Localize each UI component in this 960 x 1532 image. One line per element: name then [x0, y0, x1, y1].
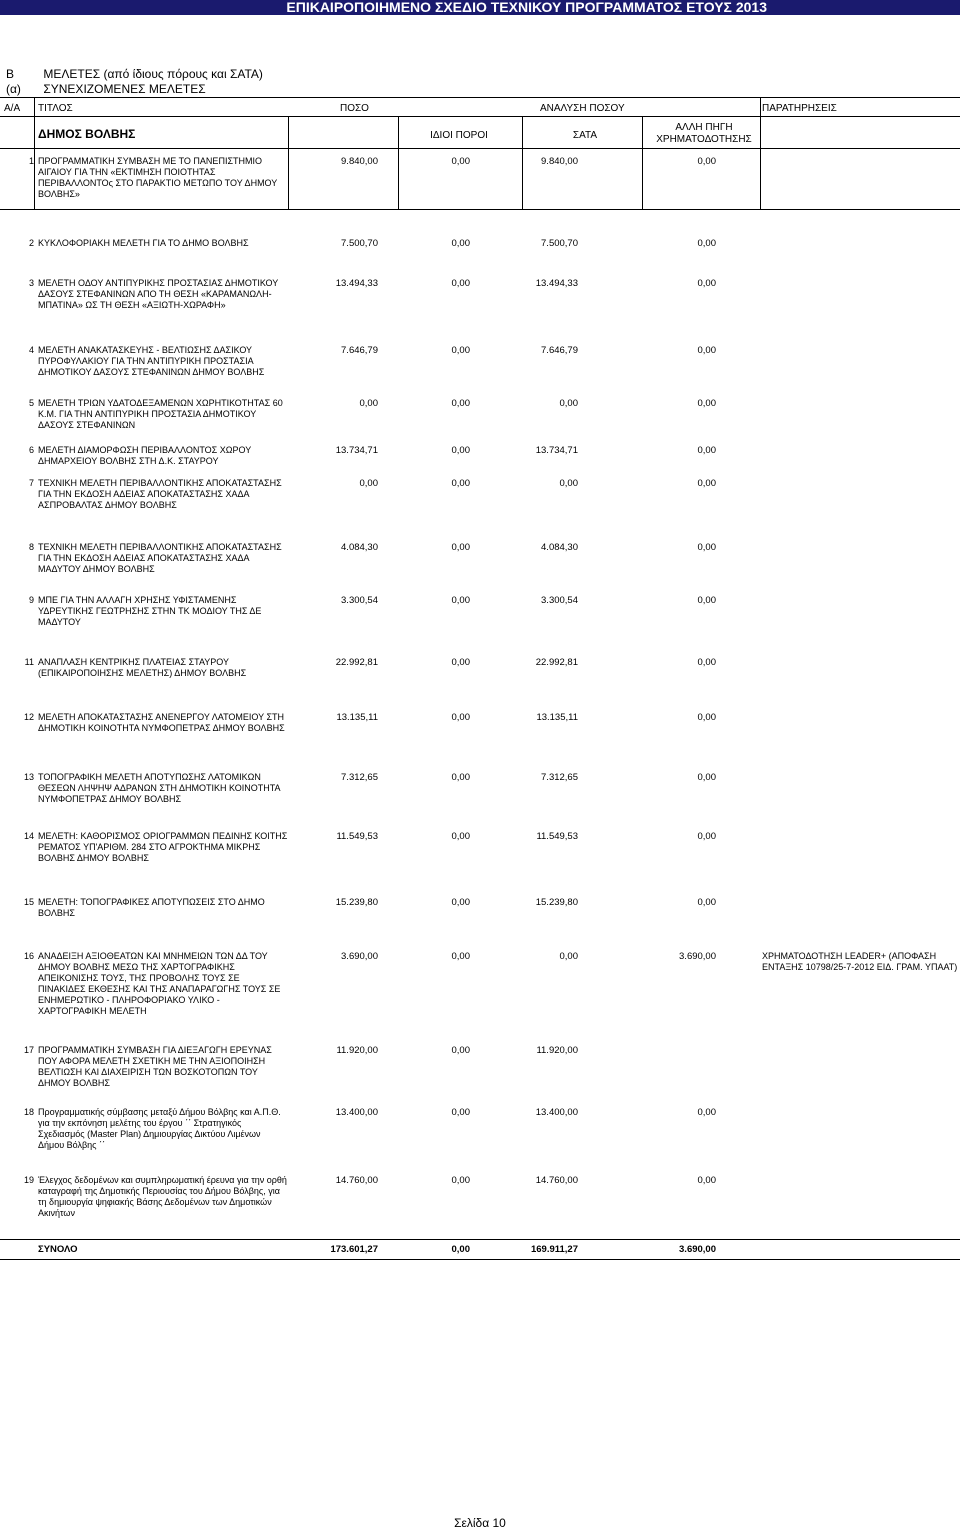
own-resources-value: 0,00: [451, 656, 470, 668]
row-number: 18: [23, 1106, 34, 1117]
project-title: ΤΕΧΝΙΚΗ ΜΕΛΕΤΗ ΠΕΡΙΒΑΛΛΟΝΤΙΚΗΣ ΑΠΟΚΑΤΑΣΤΑΣΗΣ ΓΙΑ ΤΗΝ ΕΚΔΟΣΗ ΑΔΕΙΑΣ ΑΠΟΚΑΤΑΣΤΑΣΗΣ ΧΑΔΑ ΜΑΔΥΤΟΥ ΔΗΜΟΥ ΒΟΛΒΗΣ: [38, 542, 282, 574]
subsection-code: (α): [6, 82, 21, 96]
own-resources-value: 0,00: [451, 1044, 470, 1056]
project-title: ΠΡΟΓΡΑΜΜΑΤΙΚΗ ΣΥΜΒΑΣΗ ΓΙΑ ΔΙΕΞΑΓΩΓΗ ΕΡΕΥΝΑΣ ΠΟΥ ΑΦΟΡΑ ΜΕΛΕΤΗ ΣΧΕΤΙΚΗ ΜΕ ΤΗΝ ΑΞΙΟΠΟΙΗΣΗ ΒΕΛΤΙΩΣΗ ΚΑΙ ΔΙΑΧΕΙΡΙΣΗ ΤΩΝ ΒΟΣΚΟΤΟΠΩΝ ΤΟΥ ΔΗΜΟΥ ΒΟΛΒΗΣ: [38, 1045, 272, 1088]
subsection-label: ΣΥΝΕΧΙΖΟΜΕΝΕΣ ΜΕΛΕΤΕΣ: [43, 82, 206, 96]
own-resources-value: 0,00: [451, 711, 470, 723]
project-title: ΜΕΛΕΤΗ ΤΡΙΩΝ ΥΔΑΤΟΔΕΞΑΜΕΝΩΝ ΧΩΡΗΤΙΚΟΤΗΤΑΣ 60 Κ.Μ. ΓΙΑ ΤΗΝ ΑΝΤΙΠΥΡΙΚΗ ΠΡΟΣΤΑΣΙΑ ΔΗΜΟΤΙΚΟΥ ΔΑΣΟΥΣ ΣΤΕΦΑΝΙΝΩΝ: [38, 398, 283, 430]
project-title: ΜΕΛΕΤΗ: ΚΑΘΟΡΙΣΜΟΣ ΟΡΙΟΓΡΑΜΜΩΝ ΠΕΔΙΝΗΣ ΚΟΙΤΗΣ ΡΕΜΑΤΟΣ ΥΠ'ΑΡΙΘΜ. 284 ΣΤΟ ΑΓΡΟΚΤΗΜΑ ΜΙΚΡΗΣ ΒΟΛΒΗΣ ΔΗΜΟΥ ΒΟΛΒΗΣ: [38, 831, 288, 863]
other-funding-value: 0,00: [697, 477, 716, 489]
amount-value: 22.992,81: [335, 656, 378, 668]
project-title: ΜΠΕ ΓΙΑ ΤΗΝ ΑΛΛΑΓΗ ΧΡΗΣΗΣ ΥΦΙΣΤΑΜΕΝΗΣ ΥΔΡΕΥΤΙΚΗΣ ΓΕΩΤΡΗΣΗΣ ΣΤΗΝ ΤΚ ΜΟΔΙΟΥ ΤΗΣ ΔΕ ΜΑΔΥΤΟΥ: [38, 595, 262, 627]
own-resources-value: 0,00: [451, 771, 470, 783]
row-number: 13: [23, 771, 34, 782]
amount-value: 11.549,53: [336, 830, 378, 842]
row-number: 8: [28, 541, 34, 552]
row-number: 1: [28, 155, 34, 166]
own-resources-value: 0,00: [451, 830, 470, 842]
other-funding-value: 0,00: [697, 155, 716, 167]
row-number: 2: [28, 237, 34, 248]
remarks-note: ΧΡΗΜΑΤΟΔΟΤΗΣΗ LEADER+ (ΑΠΟΦΑΣΗ ΕΝΤΑΞΗΣ 10798/25-7-2012 ΕΙΔ. ΓΡΑΜ. ΥΠΑΑΤ): [762, 951, 958, 972]
sata-value: 4.084,30: [541, 541, 578, 553]
total-row: [0, 1244, 960, 1258]
other-funding-value: 0,00: [697, 830, 716, 842]
sata-value: 11.920,00: [536, 1044, 578, 1056]
row-number: 9: [28, 594, 34, 605]
sata-value: 0,00: [559, 397, 578, 409]
sata-value: 14.760,00: [535, 1174, 578, 1186]
row-number: 15: [23, 896, 34, 907]
total-label: ΣΥΝΟΛΟ: [38, 1244, 78, 1255]
amount-value: 0,00: [359, 477, 378, 489]
total-other: 3.690,00: [679, 1244, 716, 1255]
sata-value: 13.135,11: [536, 711, 578, 723]
project-title: ΜΕΛΕΤΗ: ΤΟΠΟΓΡΑΦΙΚΕΣ ΑΠΟΤΥΠΩΣΕΙΣ ΣΤΟ ΔΗΜΟ ΒΟΛΒΗΣ: [38, 897, 265, 918]
sata-value: 13.400,00: [535, 1106, 578, 1118]
project-title: ΜΕΛΕΤΗ ΑΠΟΚΑΤΑΣΤΑΣΗΣ ΑΝΕΝΕΡΓΟΥ ΛΑΤΟΜΕΙΟΥ ΣΤΗ ΔΗΜΟΤΙΚΗ ΚΟΙΝΟΤΗΤΑ ΝΥΜΦΟΠΕΤΡΑΣ ΔΗΜΟΥ ΒΟΛΒΗΣ: [38, 712, 285, 733]
table-top-border: [0, 97, 960, 98]
row-number: 4: [28, 344, 34, 355]
col-header-remarks: ΠΑΡΑΤΗΡΗΣΕΙΣ: [762, 103, 837, 114]
project-title: ΑΝΑΔΕΙΞΗ ΑΞΙΟΘΕΑΤΩΝ ΚΑΙ ΜΝΗΜΕΙΩΝ ΤΩΝ ΔΔ ΤΟΥ ΔΗΜΟΥ ΒΟΛΒΗΣ ΜΕΣΩ ΤΗΣ ΧΑΡΤΟΓΡΑΦΙΚΗΣ ΑΠΕΙΚΟΝΙΣΗΣ ΤΟΥΣ, ΤΗΣ ΠΡΟΒΟΛΗΣ ΤΟΥΣ ΣΕ ΠΙΝΑΚΙΔΕΣ ΕΚΘΕΣΗΣ ΚΑΙ ΤΗΣ ΑΝΑΠΑΡΑΓΩΓΗΣ ΤΟΥΣ ΣΕ ΕΝΗΜΕΡΩΤΙΚΟ - ΠΛΗΡΟΦΟΡΙΑΚΟ ΥΛΙΚΟ - ΧΑΡΤΟΓΡΑΦΙΚΗ ΜΕΛΕΤΗ: [38, 951, 281, 1016]
row-number: 17: [23, 1044, 34, 1055]
total-amount: 173.601,27: [330, 1244, 378, 1255]
other-funding-value: 0,00: [697, 344, 716, 356]
sata-value: 22.992,81: [535, 656, 578, 668]
row-number: 6: [28, 444, 34, 455]
other-funding-value: 0,00: [697, 656, 716, 668]
row-number: 16: [23, 950, 34, 961]
row-number: 19: [23, 1174, 34, 1185]
sata-value: 0,00: [559, 477, 578, 489]
own-resources-value: 0,00: [451, 1174, 470, 1186]
project-title: Έλεγχος δεδομένων και συμπληρωματική έρευνα για την ορθή καταγραφή της Δημοτικής Περιουσίας του Δήμου Βόλβης, για τη δημιουργία ψηφιακής Βάσης Δεδομένων των Δημοτικών Ακινήτων: [38, 1175, 287, 1218]
own-resources-value: 0,00: [451, 896, 470, 908]
sata-value: 7.646,79: [541, 344, 578, 356]
sata-value: 7.500,70: [541, 237, 578, 249]
own-resources-value: 0,00: [451, 1106, 470, 1118]
other-funding-value: 0,00: [697, 594, 716, 606]
amount-value: 13.734,71: [335, 444, 378, 456]
document-title: ΕΠΙΚΑΙΡΟΠΟΙΗΜΕΝΟ ΣΧΕΔΙΟ ΤΕΧΝΙΚΟΥ ΠΡΟΓΡΑΜΜΑΤΟΣ ΕΤΟΥΣ 2013: [0, 0, 960, 15]
own-resources-value: 0,00: [451, 477, 470, 489]
section-code: Β: [6, 67, 15, 81]
sata-value: 15.239,80: [535, 896, 578, 908]
amount-value: 11.920,00: [336, 1044, 378, 1056]
other-funding-value: 0,00: [697, 277, 716, 289]
col-rule: [34, 97, 35, 209]
col-header-aa: Α/Α: [4, 103, 21, 114]
sata-value: 3.300,54: [541, 594, 578, 606]
own-resources-value: 0,00: [451, 594, 470, 606]
other-funding-value: 0,00: [697, 397, 716, 409]
own-resources-value: 0,00: [451, 237, 470, 249]
project-title: ΤΟΠΟΓΡΑΦΙΚΗ ΜΕΛΕΤΗ ΑΠΟΤΥΠΩΣΗΣ ΛΑΤΟΜΙΚΩΝ ΘΕΣΕΩΝ ΛΗΨΗΨ ΑΔΡΑΝΩΝ ΣΤΗ ΔΗΜΟΤΙΚΗ ΚΟΙΝΟΤΗΤΑ ΝΥΜΦΟΠΕΤΡΑΣ ΔΗΜΟΥ ΒΟΛΒΗΣ: [38, 772, 281, 804]
sata-value: 7.312,65: [541, 771, 578, 783]
col-header-analysis: ΑΝΑΛΥΣΗ ΠΟΣΟΥ: [540, 103, 625, 114]
col-header-amount: ΠΟΣΟ: [340, 103, 369, 114]
amount-value: 15.239,80: [335, 896, 378, 908]
total-sata: 169.911,27: [530, 1244, 578, 1255]
section-heading: [6, 67, 263, 81]
project-title: Προγραμματικής σύμβασης μεταξύ Δήμου Βόλβης και Α.Π.Θ. για την εκπόνηση μελέτης του έργου ΄΄ Στρατηγικός Σχεδιασμός (Master Plan) Δημιουργίας Δικτύου Λιμένων Δήμου Βόλβης ΄΄: [38, 1107, 281, 1150]
other-funding-value: 0,00: [697, 1106, 716, 1118]
project-title: ΜΕΛΕΤΗ ΟΔΟΥ ΑΝΤΙΠΥΡΙΚΗΣ ΠΡΟΣΤΑΣΙΑΣ ΔΗΜΟΤΙΚΟΥ ΔΑΣΟΥΣ ΣΤΕΦΑΝΙΝΩΝ ΑΠΟ ΤΗ ΘΕΣΗ «ΚΑΡΑΜΑΝΩΛΗ-ΜΠΑΤΙΝΑ» ΩΣ ΤΗ ΘΕΣΗ «ΑΞΙΩΤΗ-ΧΩΡΑΦΗ»: [38, 278, 279, 310]
amount-value: 13.400,00: [335, 1106, 378, 1118]
own-resources-value: 0,00: [451, 155, 470, 167]
amount-value: 3.300,54: [341, 594, 378, 606]
col-rule: [760, 97, 761, 209]
own-resources-value: 0,00: [451, 397, 470, 409]
other-funding-value: 0,00: [697, 541, 716, 553]
amount-value: 0,00: [359, 397, 378, 409]
row-number: 11: [24, 656, 34, 667]
sata-value: 11.549,53: [536, 830, 578, 842]
project-title: ΜΕΛΕΤΗ ΔΙΑΜΟΡΦΩΣΗ ΠΕΡΙΒΑΛΛΟΝΤΟΣ ΧΩΡΟΥ ΔΗΜΑΡΧΕΙΟΥ ΒΟΛΒΗΣ ΣΤΗ Δ.Κ. ΣΤΑΥΡΟΥ: [38, 445, 252, 466]
other-funding-value: 0,00: [697, 771, 716, 783]
row-number: 3: [28, 277, 34, 288]
amount-value: 4.084,30: [341, 541, 378, 553]
own-resources-value: 0,00: [451, 950, 470, 962]
row-number: 12: [23, 711, 34, 722]
amount-value: 14.760,00: [335, 1174, 378, 1186]
own-resources-value: 0,00: [451, 541, 470, 553]
amount-value: 13.494,33: [335, 277, 378, 289]
other-funding-value: 0,00: [697, 711, 716, 723]
sata-value: 13.734,71: [535, 444, 578, 456]
amount-value: 3.690,00: [341, 950, 378, 962]
project-title: ΜΕΛΕΤΗ ΑΝΑΚΑΤΑΣΚΕΥΗΣ - ΒΕΛΤΙΩΣΗΣ ΔΑΣΙΚΟΥ ΠΥΡΟΦΥΛΑΚΙΟΥ ΓΙΑ ΤΗΝ ΑΝΤΙΠΥΡΙΚΗ ΠΡΟΣΤΑΣΙΑ ΔΗΜΟΤΙΚΟΥ ΔΑΣΟΥΣ ΣΤΕΦΑΝΙΝΩΝ ΔΗΜΟΥ ΒΟΛΒΗΣ: [38, 345, 265, 377]
project-title: ΠΡΟΓΡΑΜΜΑΤΙΚΗ ΣΥΜΒΑΣΗ ΜΕ ΤΟ ΠΑΝΕΠΙΣΤΗΜΙΟ ΑΙΓΑΙΟΥ ΓΙΑ ΤΗΝ «ΕΚΤΙΜΗΣΗ ΠΟΙΟΤΗΤΑΣ ΠΕΡΙΒΑΛΛΟΝΤΟς ΣΤΟ ΠΑΡΑΚΤΙΟ ΜΕΤΩΠΟ ΤΟΥ ΔΗΜΟΥ ΒΟΛΒΗΣ»: [38, 156, 278, 199]
other-funding-heading: ΑΛΛΗ ΠΗΓΗ ΧΡΗΜΑΤΟΔΟΤΗΣΗΣ: [656, 122, 752, 145]
own-resources-heading: ΙΔΙΟΙ ΠΟΡΟΙ: [430, 130, 488, 141]
row-divider: [0, 1259, 960, 1260]
own-resources-value: 0,00: [451, 444, 470, 456]
row-divider: [0, 1239, 960, 1240]
amount-value: 13.135,11: [336, 711, 378, 723]
subheader-divider: [0, 148, 960, 149]
other-funding-value: 0,00: [697, 896, 716, 908]
own-resources-value: 0,00: [451, 344, 470, 356]
page-number: Σελίδα 10: [454, 1516, 506, 1530]
sata-value: 13.494,33: [535, 277, 578, 289]
amount-value: 7.312,65: [341, 771, 378, 783]
row-number: 14: [23, 830, 34, 841]
section-label: ΜΕΛΕΤΕΣ (από ίδιους πόρους και ΣΑΤΑ): [43, 67, 263, 81]
other-funding-value: 0,00: [697, 237, 716, 249]
header-divider: [0, 116, 960, 117]
other-funding-value: 0,00: [697, 1174, 716, 1186]
project-title: ΚΥΚΛΟΦΟΡΙΑΚΗ ΜΕΛΕΤΗ ΓΙΑ ΤΟ ΔΗΜΟ ΒΟΛΒΗΣ: [38, 238, 249, 248]
other-funding-value: 0,00: [697, 444, 716, 456]
sata-heading: ΣΑΤΑ: [572, 130, 598, 141]
other-funding-value: 3.690,00: [679, 950, 716, 962]
amount-value: 7.500,70: [341, 237, 378, 249]
row-number: 5: [28, 397, 34, 408]
subsection-heading: [6, 82, 206, 96]
sata-value: 0,00: [559, 950, 578, 962]
sata-value: 9.840,00: [541, 155, 578, 167]
own-resources-value: 0,00: [451, 277, 470, 289]
col-header-title: ΤΙΤΛΟΣ: [38, 103, 73, 114]
project-title: ΑΝΑΠΛΑΣΗ ΚΕΝΤΡΙΚΗΣ ΠΛΑΤΕΙΑΣ ΣΤΑΥΡΟΥ (ΕΠΙΚΑΙΡΟΠΟΙΗΣΗΣ ΜΕΛΕΤΗΣ) ΔΗΜΟΥ ΒΟΛΒΗΣ: [38, 657, 247, 678]
project-title: ΤΕΧΝΙΚΗ ΜΕΛΕΤΗ ΠΕΡΙΒΑΛΛΟΝΤΙΚΗΣ ΑΠΟΚΑΤΑΣΤΑΣΗΣ ΓΙΑ ΤΗΝ ΕΚΔΟΣΗ ΑΔΕΙΑΣ ΑΠΟΚΑΤΑΣΤΑΣΗΣ ΧΑΔΑ ΑΣΠΡΟΒΑΛΤΑΣ ΔΗΜΟΥ ΒΟΛΒΗΣ: [38, 478, 282, 510]
municipality-heading: ΔΗΜΟΣ ΒΟΛΒΗΣ: [38, 127, 136, 141]
amount-value: 9.840,00: [341, 155, 378, 167]
row-number: 7: [28, 477, 34, 488]
total-own: 0,00: [451, 1244, 470, 1255]
amount-value: 7.646,79: [341, 344, 378, 356]
row-divider: [0, 209, 960, 210]
